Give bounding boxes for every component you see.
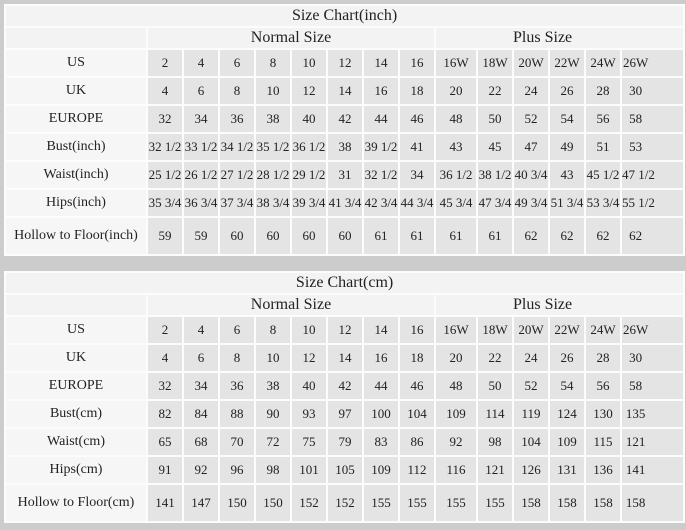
table-row [6, 106, 683, 132]
size-cell: 12 [328, 317, 362, 343]
size-cell: 38 3/4 [256, 190, 290, 216]
size-cell: 2 [148, 50, 182, 76]
size-cell: 70 [220, 429, 254, 455]
size-cell: 46 [400, 106, 434, 132]
size-cell: 158 [514, 485, 548, 521]
table-row [6, 317, 683, 343]
size-cell: 52 [514, 373, 548, 399]
size-cell: 147 [184, 485, 218, 521]
size-cell: 152 [292, 485, 326, 521]
size-cell: 84 [184, 401, 218, 427]
size-cell: 26 [550, 345, 584, 371]
size-cell: 31 [328, 162, 362, 188]
size-chart-cm-table [4, 271, 685, 523]
size-cell: 60 [256, 218, 290, 254]
group-header-plus-size: Plus Size [436, 295, 683, 315]
size-cell: 47 3/4 [478, 190, 512, 216]
size-cell: 39 1/2 [364, 134, 398, 160]
row-label: UK [6, 78, 146, 104]
size-cell: 20 [436, 345, 476, 371]
size-cell: 20W [514, 317, 548, 343]
size-cell: 35 3/4 [148, 190, 182, 216]
size-cell: 61 [436, 218, 476, 254]
size-cell: 56 [586, 373, 620, 399]
size-cell: 32 [148, 106, 182, 132]
size-cell: 90 [256, 401, 290, 427]
size-cell: 16 [400, 317, 434, 343]
size-cell: 22W [550, 317, 584, 343]
size-cell: 16 [364, 78, 398, 104]
row-label: Hips(cm) [6, 457, 146, 483]
size-cell: 141 [622, 457, 683, 483]
size-cell: 42 [328, 373, 362, 399]
size-cell: 10 [292, 317, 326, 343]
size-cell: 150 [256, 485, 290, 521]
size-cell: 43 [436, 134, 476, 160]
row-label: Bust(inch) [6, 134, 146, 160]
size-cell: 24 [514, 78, 548, 104]
size-cell: 109 [436, 401, 476, 427]
table-row [6, 78, 683, 104]
size-cell: 40 [292, 106, 326, 132]
size-cell: 28 [586, 78, 620, 104]
size-cell: 158 [622, 485, 683, 521]
size-cell: 54 [550, 106, 584, 132]
row-label: Hollow to Floor(inch) [6, 218, 146, 254]
size-cell: 119 [514, 401, 548, 427]
size-cell: 6 [220, 50, 254, 76]
size-cell: 135 [622, 401, 683, 427]
size-cell: 40 3/4 [514, 162, 548, 188]
size-cell: 46 [400, 373, 434, 399]
size-cell: 49 [550, 134, 584, 160]
size-cell: 141 [148, 485, 182, 521]
table-row [6, 218, 683, 254]
size-cell: 14 [364, 317, 398, 343]
size-cell: 47 1/2 [622, 162, 683, 188]
size-cell: 18 [400, 78, 434, 104]
size-cell: 44 [364, 106, 398, 132]
size-cell: 24W [586, 50, 620, 76]
table-row [6, 190, 683, 216]
size-cell: 6 [220, 317, 254, 343]
size-cell: 30 [622, 78, 683, 104]
row-label: Waist(inch) [6, 162, 146, 188]
size-cell: 155 [436, 485, 476, 521]
group-header-spacer [6, 28, 146, 48]
size-cell: 60 [292, 218, 326, 254]
row-label: Waist(cm) [6, 429, 146, 455]
size-cell: 38 1/2 [478, 162, 512, 188]
table-row [6, 429, 683, 455]
size-cell: 6 [184, 345, 218, 371]
size-cell: 22 [478, 345, 512, 371]
row-label: US [6, 50, 146, 76]
size-cell: 20 [436, 78, 476, 104]
row-label: EUROPE [6, 106, 146, 132]
row-label: EUROPE [6, 373, 146, 399]
size-cell: 79 [328, 429, 362, 455]
size-cell: 25 1/2 [148, 162, 182, 188]
size-cell: 4 [184, 317, 218, 343]
size-cell: 8 [220, 345, 254, 371]
group-header-normal-size: Normal Size [148, 295, 434, 315]
size-cell: 32 [148, 373, 182, 399]
size-cell: 12 [292, 345, 326, 371]
size-cell: 60 [328, 218, 362, 254]
size-cell: 38 [328, 134, 362, 160]
table-row [6, 373, 683, 399]
size-cell: 158 [586, 485, 620, 521]
table-row [6, 50, 683, 76]
size-cell: 43 [550, 162, 584, 188]
size-cell: 16W [436, 317, 476, 343]
size-cell: 131 [550, 457, 584, 483]
size-cell: 16 [364, 345, 398, 371]
size-cell: 115 [586, 429, 620, 455]
size-cell: 2 [148, 317, 182, 343]
size-cell: 45 3/4 [436, 190, 476, 216]
size-cell: 83 [364, 429, 398, 455]
size-cell: 4 [148, 345, 182, 371]
size-cell: 97 [328, 401, 362, 427]
table-row [6, 485, 683, 521]
size-cell: 41 [400, 134, 434, 160]
size-cell: 34 1/2 [220, 134, 254, 160]
size-cell: 98 [256, 457, 290, 483]
size-cell: 41 3/4 [328, 190, 362, 216]
size-cell: 36 1/2 [292, 134, 326, 160]
size-cell: 155 [400, 485, 434, 521]
size-cell: 55 1/2 [622, 190, 683, 216]
size-cell: 49 3/4 [514, 190, 548, 216]
size-cell: 121 [622, 429, 683, 455]
table-row [6, 162, 683, 188]
size-cell: 8 [256, 50, 290, 76]
group-header-plus-size: Plus Size [436, 28, 683, 48]
size-cell: 27 1/2 [220, 162, 254, 188]
size-cell: 42 [328, 106, 362, 132]
table-row [6, 134, 683, 160]
table-row [6, 345, 683, 371]
size-cell: 112 [400, 457, 434, 483]
size-cell: 62 [550, 218, 584, 254]
size-cell: 60 [220, 218, 254, 254]
size-cell: 136 [586, 457, 620, 483]
size-cell: 61 [400, 218, 434, 254]
size-cell: 28 [586, 345, 620, 371]
size-cell: 35 1/2 [256, 134, 290, 160]
size-cell: 100 [364, 401, 398, 427]
size-cell: 37 3/4 [220, 190, 254, 216]
size-cell: 22 [478, 78, 512, 104]
size-cell: 61 [364, 218, 398, 254]
size-cell: 44 3/4 [400, 190, 434, 216]
table-gap [4, 256, 686, 271]
size-cell: 26 1/2 [184, 162, 218, 188]
size-cell: 34 [400, 162, 434, 188]
size-cell: 62 [622, 218, 683, 254]
size-cell: 32 1/2 [364, 162, 398, 188]
chart-title-row [6, 273, 683, 293]
size-cell: 44 [364, 373, 398, 399]
size-cell: 33 1/2 [184, 134, 218, 160]
size-cell: 50 [478, 106, 512, 132]
row-label: Hips(inch) [6, 190, 146, 216]
group-header-spacer [6, 295, 146, 315]
size-cell: 68 [184, 429, 218, 455]
size-cell: 86 [400, 429, 434, 455]
size-cell: 16 [400, 50, 434, 76]
size-cell: 93 [292, 401, 326, 427]
size-cell: 58 [622, 373, 683, 399]
group-header-normal-size: Normal Size [148, 28, 434, 48]
size-cell: 51 [586, 134, 620, 160]
size-cell: 36 [220, 373, 254, 399]
size-cell: 92 [184, 457, 218, 483]
size-cell: 48 [436, 106, 476, 132]
size-cell: 32 1/2 [148, 134, 182, 160]
size-cell: 12 [328, 50, 362, 76]
size-cell: 4 [184, 50, 218, 76]
size-cell: 28 1/2 [256, 162, 290, 188]
size-cell: 109 [364, 457, 398, 483]
size-chart-inch-table [4, 4, 685, 256]
size-cell: 38 [256, 373, 290, 399]
size-cell: 48 [436, 373, 476, 399]
size-cell: 45 [478, 134, 512, 160]
size-cell: 14 [364, 50, 398, 76]
size-cell: 104 [514, 429, 548, 455]
size-cell: 29 1/2 [292, 162, 326, 188]
size-cell: 36 [220, 106, 254, 132]
size-cell: 14 [328, 78, 362, 104]
size-cell: 12 [292, 78, 326, 104]
size-cell: 105 [328, 457, 362, 483]
size-cell: 10 [256, 345, 290, 371]
size-cell: 52 [514, 106, 548, 132]
size-cell: 47 [514, 134, 548, 160]
group-header-row [6, 28, 683, 48]
size-cell: 14 [328, 345, 362, 371]
size-cell: 26W [622, 317, 683, 343]
size-cell: 54 [550, 373, 584, 399]
size-cell: 26 [550, 78, 584, 104]
size-cell: 98 [478, 429, 512, 455]
chart-title: Size Chart(cm) [6, 273, 683, 293]
size-cell: 6 [184, 78, 218, 104]
size-cell: 20W [514, 50, 548, 76]
size-cell: 116 [436, 457, 476, 483]
size-cell: 8 [220, 78, 254, 104]
size-cell: 34 [184, 373, 218, 399]
chart-title-row [6, 6, 683, 26]
size-cell: 59 [184, 218, 218, 254]
row-label: UK [6, 345, 146, 371]
row-label: Bust(cm) [6, 401, 146, 427]
size-cell: 51 3/4 [550, 190, 584, 216]
size-cell: 82 [148, 401, 182, 427]
size-cell: 45 1/2 [586, 162, 620, 188]
size-cell: 101 [292, 457, 326, 483]
size-cell: 65 [148, 429, 182, 455]
row-label: Hollow to Floor(cm) [6, 485, 146, 521]
size-cell: 53 [622, 134, 683, 160]
size-cell: 61 [478, 218, 512, 254]
size-cell: 42 3/4 [364, 190, 398, 216]
size-cell: 18 [400, 345, 434, 371]
size-cell: 36 1/2 [436, 162, 476, 188]
group-header-row [6, 295, 683, 315]
size-cell: 36 3/4 [184, 190, 218, 216]
size-cell: 58 [622, 106, 683, 132]
row-label: US [6, 317, 146, 343]
size-cell: 10 [292, 50, 326, 76]
size-cell: 158 [550, 485, 584, 521]
size-cell: 50 [478, 373, 512, 399]
size-cell: 4 [148, 78, 182, 104]
size-cell: 30 [622, 345, 683, 371]
size-cell: 10 [256, 78, 290, 104]
size-cell: 155 [364, 485, 398, 521]
size-cell: 18W [478, 317, 512, 343]
size-cell: 24 [514, 345, 548, 371]
table-row [6, 401, 683, 427]
size-cell: 92 [436, 429, 476, 455]
size-cell: 22W [550, 50, 584, 76]
size-cell: 62 [514, 218, 548, 254]
size-cell: 109 [550, 429, 584, 455]
size-cell: 39 3/4 [292, 190, 326, 216]
size-cell: 152 [328, 485, 362, 521]
size-cell: 16W [436, 50, 476, 76]
size-cell: 59 [148, 218, 182, 254]
size-cell: 150 [220, 485, 254, 521]
table-row [6, 457, 683, 483]
size-cell: 26W [622, 50, 683, 76]
size-cell: 38 [256, 106, 290, 132]
size-cell: 40 [292, 373, 326, 399]
size-cell: 124 [550, 401, 584, 427]
size-cell: 75 [292, 429, 326, 455]
size-cell: 53 3/4 [586, 190, 620, 216]
size-cell: 8 [256, 317, 290, 343]
size-cell: 155 [478, 485, 512, 521]
size-cell: 91 [148, 457, 182, 483]
size-cell: 34 [184, 106, 218, 132]
size-cell: 18W [478, 50, 512, 76]
size-cell: 121 [478, 457, 512, 483]
size-cell: 88 [220, 401, 254, 427]
size-cell: 130 [586, 401, 620, 427]
size-cell: 62 [586, 218, 620, 254]
size-cell: 126 [514, 457, 548, 483]
size-cell: 104 [400, 401, 434, 427]
size-cell: 24W [586, 317, 620, 343]
size-cell: 96 [220, 457, 254, 483]
size-cell: 72 [256, 429, 290, 455]
chart-title: Size Chart(inch) [6, 6, 683, 26]
size-cell: 56 [586, 106, 620, 132]
size-cell: 114 [478, 401, 512, 427]
